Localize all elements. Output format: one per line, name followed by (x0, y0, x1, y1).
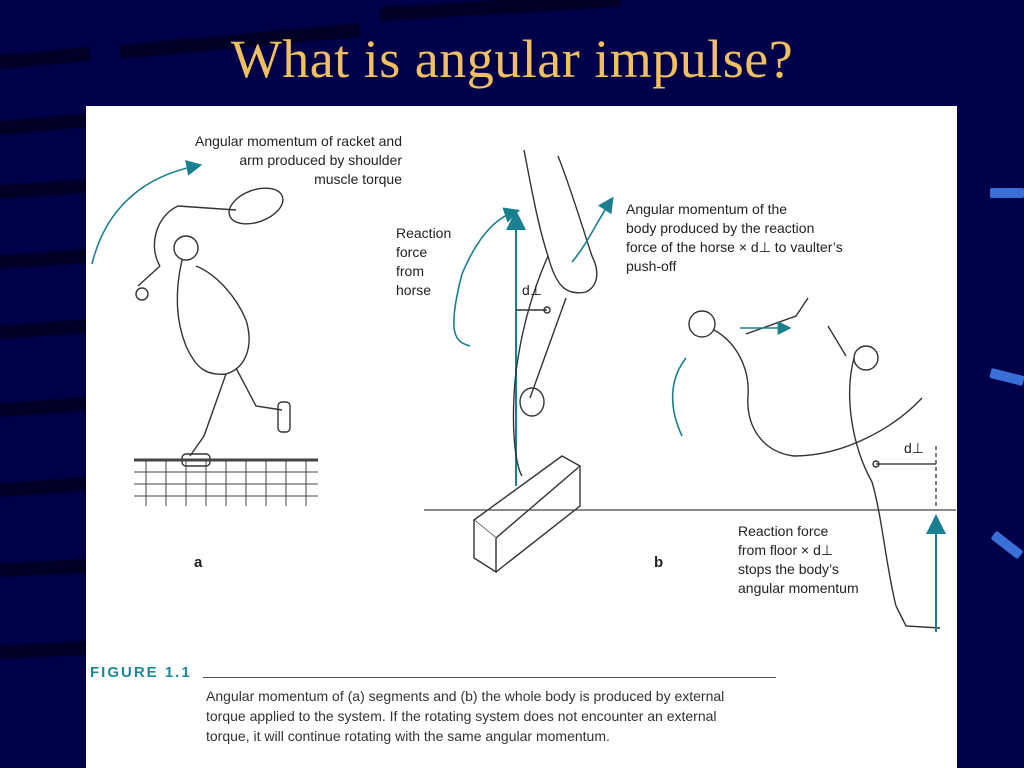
d-perp-label-vault: d⊥ (522, 282, 542, 298)
vaulting-horse (474, 456, 580, 572)
panel-label-b: b (654, 554, 664, 571)
figure-heading: FIGURE 1.1 (90, 664, 192, 681)
figure-heading-rule (203, 677, 776, 678)
tennis-player-figure (92, 166, 290, 466)
panel-label-a: a (194, 554, 203, 571)
tennis-net (134, 460, 318, 506)
decor-mark-1 (990, 188, 1024, 198)
slide-title: What is angular impulse? (230, 29, 794, 89)
label-reaction-force-horse: Reaction force from horse (396, 225, 452, 298)
figure-panel (86, 106, 957, 768)
d-perp-label-landing: d⊥ (904, 440, 924, 456)
figure-caption: Angular momentum of (a) segments and (b) the whole body is produced by external torque applied to the system. If the rotating system does not encounter an external torque, it will continue rotating with the same angular momentum. (206, 688, 725, 744)
label-body-angular-momentum: Angular momentum of the body produced by the reaction force of the horse × d⊥ to vaulter’s push-off (626, 201, 843, 274)
vaulter-figure (454, 150, 610, 486)
label-floor-reaction-force: Reaction force from floor × d⊥ stops the body’s angular momentum (738, 523, 859, 596)
label-racket-momentum: Angular momentum of racket and arm produced by shoulder muscle torque (195, 133, 402, 187)
